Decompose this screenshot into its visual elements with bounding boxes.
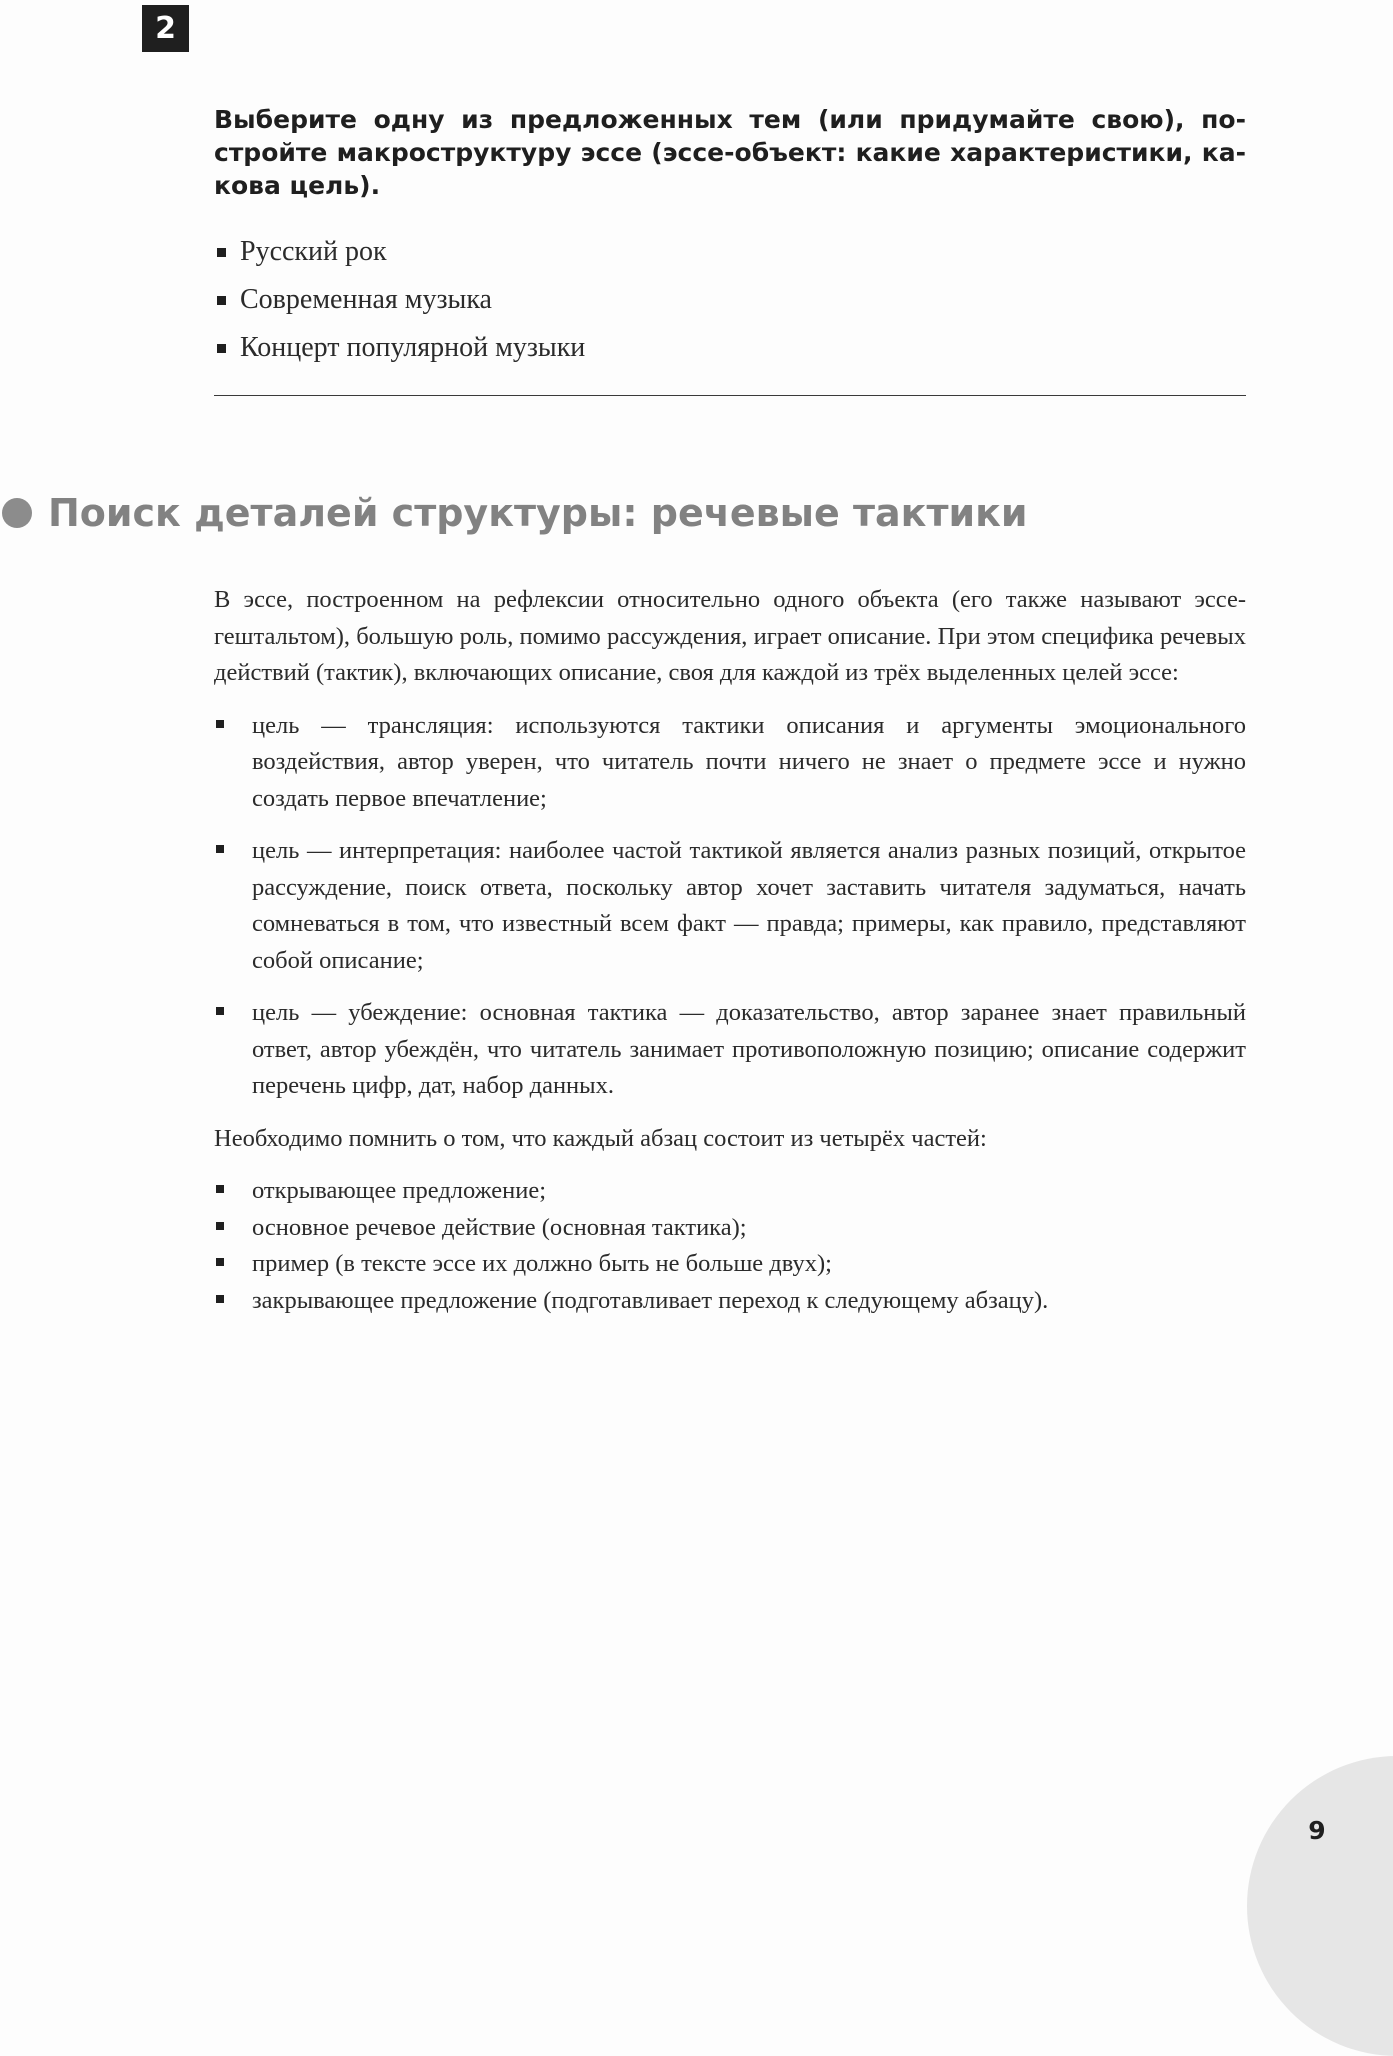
goal-text: цель — трансляция: используются тактики описания и аргументы эмоционального воздействия, автор уверен, что читатель почти ничего не знает о предмете эссе и нужно создать первое впечатление; bbox=[252, 711, 1246, 812]
part-text: открывающее предложение; bbox=[252, 1177, 547, 1204]
square-bullet-icon bbox=[217, 296, 226, 305]
task-instruction: Выберите одну из предложенных тем (или придумайте свою), постройте макроструктуру эссе (эссе-объект: какие характеристики, какова цель). bbox=[214, 105, 1246, 200]
intro-paragraph: В эссе, построенном на рефлексии относительно одного объекта (его также называют эссе-гештальтом), большую роль, помимо рассуждения, играет описание. При этом специфика речевых действий (тактик), включающих описание, своя для каждой из трёх выделенных целей эссе: bbox=[214, 586, 1246, 686]
goal-item bbox=[214, 708, 1246, 818]
section-heading: Поиск деталей структуры: речевые тактики bbox=[48, 491, 1028, 535]
square-bullet-icon bbox=[216, 1185, 224, 1193]
section-divider bbox=[214, 395, 1246, 396]
square-bullet-icon bbox=[217, 248, 226, 257]
body-text bbox=[214, 582, 1246, 1319]
topic-label: Русский рок bbox=[240, 236, 387, 267]
chapter-number-badge: 2 bbox=[142, 5, 189, 52]
topic-label: Современная музыка bbox=[240, 284, 492, 315]
topic-item bbox=[214, 228, 585, 276]
part-text: основное речевое действие (основная тактика); bbox=[252, 1213, 747, 1241]
square-bullet-icon bbox=[216, 1007, 224, 1015]
goal-item bbox=[214, 995, 1246, 1105]
goal-text: цель — убеждение: основная тактика — доказательство, автор заранее знает правильный ответ, автор убеждён, что читатель занимает противоположную позицию; описание содержит перечень цифр, дат, набор данных. bbox=[252, 999, 1246, 1099]
square-bullet-icon bbox=[216, 1295, 224, 1303]
square-bullet-icon bbox=[216, 1222, 224, 1230]
square-bullet-icon bbox=[217, 344, 226, 353]
part-item bbox=[214, 1246, 1246, 1283]
part-item bbox=[214, 1210, 1246, 1247]
section-dot-icon bbox=[2, 498, 32, 528]
topic-item bbox=[214, 276, 585, 324]
part-text: закрывающее предложение (подготавливает переход к следующему абзацу). bbox=[252, 1286, 1049, 1314]
paragraph-parts-list bbox=[214, 1173, 1246, 1319]
topic-item bbox=[214, 324, 585, 372]
goal-text: цель — интерпретация: наиболее частой тактикой является анализ разных позиций, открытое рассуждение, поиск ответа, поскольку автор хочет заставить читателя задуматься, начать сомневаться в том, что известный всем факт — правда; примеры, как правило, представляют собой описание; bbox=[252, 837, 1246, 974]
part-item bbox=[214, 1283, 1246, 1320]
paragraph-note: Необходимо помнить о том, что каждый абзац состоит из четырёх частей: bbox=[214, 1124, 987, 1152]
page-corner-decoration bbox=[1247, 1756, 1393, 2056]
square-bullet-icon bbox=[216, 720, 224, 728]
goal-list bbox=[214, 708, 1246, 1105]
topic-list bbox=[214, 228, 585, 372]
part-item bbox=[214, 1173, 1246, 1210]
square-bullet-icon bbox=[216, 845, 224, 853]
page-number: 9 bbox=[1308, 1816, 1326, 1845]
square-bullet-icon bbox=[216, 1258, 224, 1266]
goal-item bbox=[214, 833, 1246, 979]
part-text: пример (в тексте эссе их должно быть не больше двух); bbox=[252, 1250, 832, 1277]
topic-label: Концерт популярной музыки bbox=[240, 332, 586, 363]
